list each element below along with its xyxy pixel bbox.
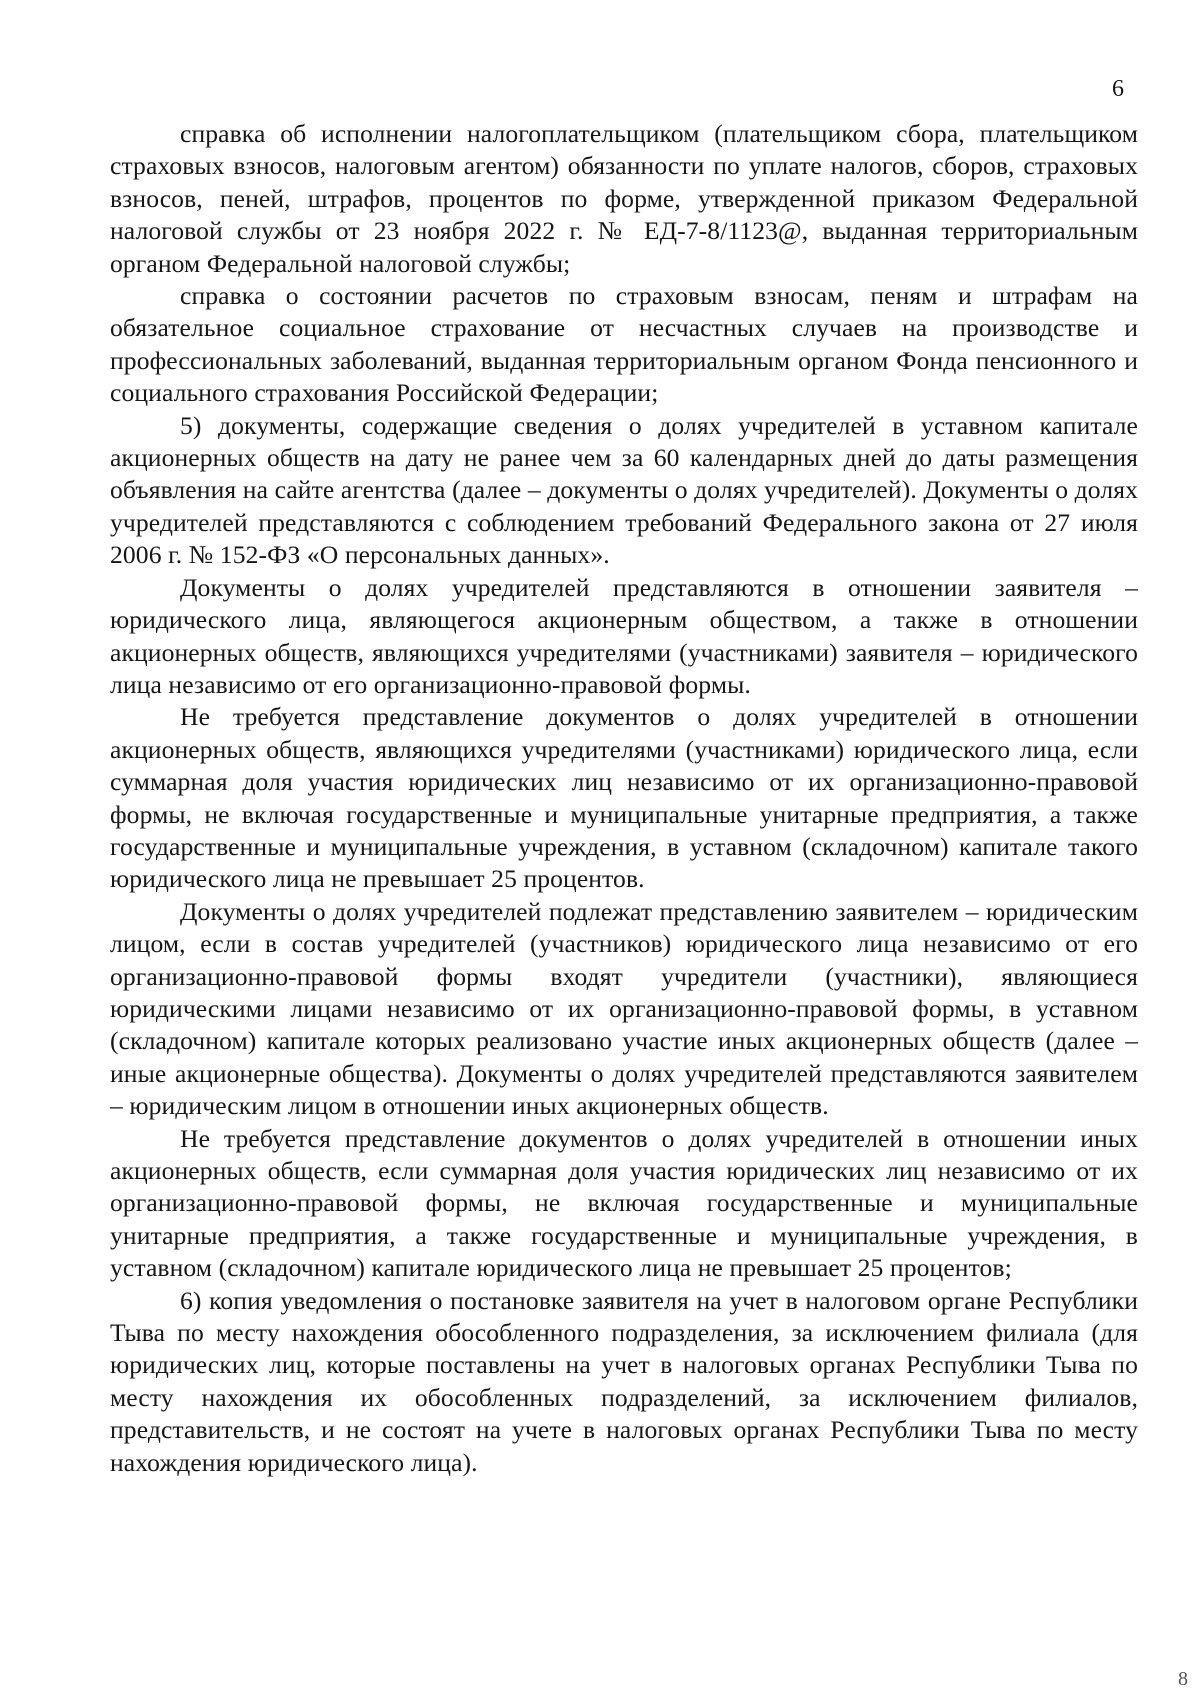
paragraph-exemption-25-percent: Не требуется представление документов о долях учредителей в отношении акционерных обществ, являющихся учредителями (участниками) юридического лица, если суммарная доля участия юридических лиц независимо от их организационно-правовой формы, не включая государственные и муниципальные унитарные предприятия, а также государственные и муниципальные учреждения, в уставном (складочном) капитале такого юридического лица не превышает 25 процентов. [110, 702, 1138, 894]
document-body [110, 118, 1138, 1479]
paragraph-item-6-tax-registration: 6) копия уведомления о постановке заявителя на учет в налоговом органе Республики Тыва по месту нахождения обособленного подразделения, за исключением филиала (для юридических лиц, которые поставлены на учет в налоговых органах Республики Тыва по месту нахождения их обособленных подразделений, за исключением филиалов, представительств, и не состоят на учете в налоговых органах Республики Тыва по месту нахождения юридического лица). [110, 1285, 1138, 1477]
handwritten-corner-mark: 8 [1178, 1668, 1188, 1690]
paragraph-other-joint-stock-companies: Документы о долях учредителей подлежат представлению заявителем – юридическим лицом, если в состав учредителей (участников) юридического лица независимо от его организационно-правовой формы входят учредители (участники), являющиеся юридическими лицами независимо от их организационно-правовой формы, в уставном (складочном) капитале которых реализовано участие иных акционерных обществ (далее – иные акционерные общества). Документы о долях учредителей представляются заявителем – юридическим лицом в отношении иных акционерных обществ. [110, 896, 1138, 1121]
paragraph-insurance-certificate: справка о состоянии расчетов по страховым взносам, пеням и штрафам на обязательное социальное страхование от несчастных случаев на производстве и профессиональных заболеваний, выданная территориальным органом Фонда пенсионного и социального страхования Российской Федерации; [110, 281, 1138, 408]
paragraph-tax-certificate: справка об исполнении налогоплательщиком (плательщиком сбора, плательщиком страховых взносов, налоговым агентом) обязанности по уплате налогов, сборов, страховых взносов, пеней, штрафов, процентов по форме, утвержденной приказом Федеральной налоговой службы от 23 ноября 2022 г. № ЕД-7-8/1123@, выданная территориальным органом Федеральной налоговой службы; [110, 119, 1138, 278]
paragraph-exemption-other-companies: Не требуется представление документов о долях учредителей в отношении иных акционерных обществ, если суммарная доля участия юридических лиц независимо от их организационно-правовой формы, не включая государственные и муниципальные унитарные предприятия, а также государственные и муниципальные учреждения, в уставном (складочном) капитале юридического лица не превышает 25 процентов; [110, 1123, 1138, 1283]
paragraph-item-5-founders-shares: 5) документы, содержащие сведения о долях учредителей в уставном капитале акционерных обществ на дату не ранее чем за 60 календарных дней до даты размещения объявления на сайте агентства (далее – документы о долях учредителей). Документы о долях учредителей представляются с соблюдением требований Федерального закона от 27 июля 2006 г. № 152-ФЗ «О персональных данных». [110, 410, 1138, 570]
page-number: 6 [1112, 76, 1124, 102]
paragraph-founders-documents-scope: Документы о долях учредителей представляются в отношении заявителя – юридического лица, являющегося акционерным обществом, а также в отношении акционерных обществ, являющихся учредителями (участниками) заявителя – юридического лица независимо от его организационно-правовой формы. [110, 572, 1138, 699]
